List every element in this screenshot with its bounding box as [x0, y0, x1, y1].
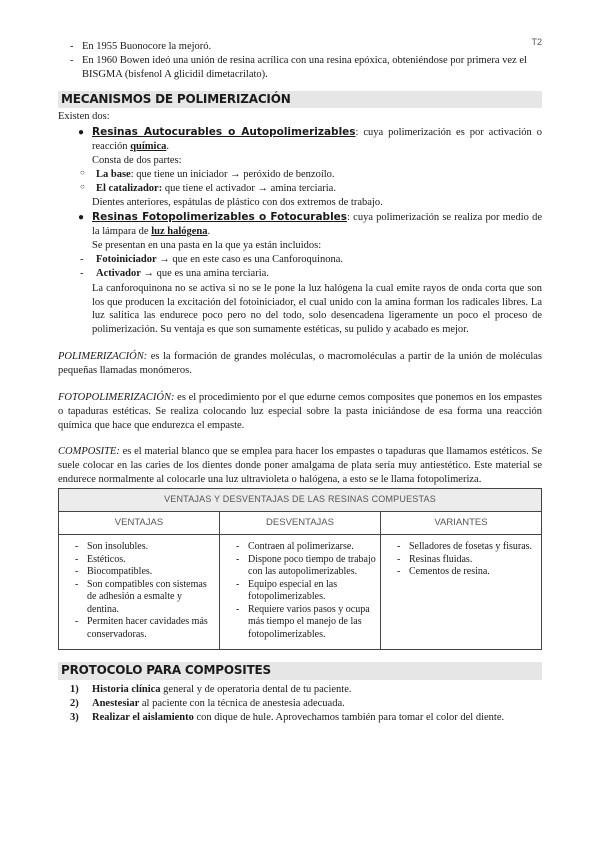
- table-item: - Contraen al polimerizarse.: [224, 541, 376, 554]
- history-item: - En 1955 Buonocore la mejoró.: [58, 40, 542, 54]
- definition-fotopolimerizacion: FOTOPOLIMERIZACIÓN: es el procedimiento por el que edurne cemos composites que ponemos en los empastes o tapaduras estéticas. Se realiza colocando luz especial sobre la pasta iniciándose de esa forma una reacción química que hace que endurezca el empaste.: [58, 391, 542, 431]
- auto-text: : cuya polimerización es por activación o reacción: [92, 127, 542, 153]
- table-caption: VENTAJAS Y DESVENTAJAS DE LAS RESINAS COMPUESTAS: [59, 489, 542, 512]
- foto-present: Se presentan en una pasta en la que ya están incluidos:: [92, 240, 322, 252]
- protocol-step: 3) Realizar el aislamiento con dique de hule. Aprovechamos también para tomar el color del diente.: [70, 711, 505, 723]
- table-item: - Biocompatibles.: [63, 566, 215, 579]
- foto-part: - Activador → que es una amina terciaria.: [58, 267, 542, 281]
- protocol-list: [58, 683, 542, 725]
- foto-paragraph: La canforoquinona no se activa si no se le pone la luz halógena la cual emite rayos de onda corta que son los que producen la excitación del fotoiniciador, el cual unido con la amina forman los radicales libres. La luz salitica las endurece poco pero no del todo, solo desencadena ligeramente un poco el proceso de polimerización. Su ventaja es que son sumamente estéticas, su pulido y acabado es mejor.: [92, 282, 542, 336]
- protocol-step: 2) Anestesiar al paciente con la técnica de anestesia adecuada.: [70, 698, 345, 710]
- foto-text: : cuya polimerización se realiza por medio de la lámpara de: [92, 212, 542, 238]
- foto-emph: luz halógena: [151, 226, 208, 238]
- auto-title: Resinas Autocurables o Autopolimerizables: [92, 126, 356, 139]
- page-number: T2: [531, 37, 542, 47]
- table-item: - Permiten hacer cavidades más conservadoras.: [63, 616, 215, 641]
- desventajas-cell: [220, 535, 381, 650]
- bullet-icon: ●: [78, 127, 85, 139]
- history-list: [58, 40, 542, 82]
- auto-part: ○ La base: que tiene un iniciador → peróxido de benzoílo.: [58, 168, 542, 182]
- auto-block: ● Resinas Autocurables o Autopolimerizables: cuya polimerización es por activación o reacción química. Consta de dos partes:: [78, 126, 542, 166]
- section-title-protocolo: PROTOCOLO PARA COMPOSITES: [58, 662, 542, 680]
- table-item: - Selladores de fosetas y fisuras.: [385, 541, 537, 554]
- definition-composite: COMPOSITE: es el material blanco que se emplea para hacer los empastes o tapaduras que llamamos estéticos. Se suele colocar en las caries de los dientes donde poner amalgama de plata sería muy antiestético. Este material se endurece normalmente al colocarle una luz ultravioleta o halógena, a esto se le llama fotopolimeriza.: [58, 446, 542, 486]
- foto-title: Resinas Fotopolimerizables o Fotocurables: [92, 211, 348, 224]
- table-item: - Dispone poco tiempo de trabajo con las autopolimerizables.: [224, 554, 376, 579]
- table-item: - Son insolubles.: [63, 541, 215, 554]
- auto-consta: Consta de dos partes:: [92, 154, 182, 166]
- table-item: - Requiere varios pasos y ocupa más tiempo el manejo de las fotopolimerizables.: [224, 604, 376, 642]
- bullet-icon: ●: [78, 212, 85, 224]
- document-page: [58, 40, 542, 725]
- auto-note: Dientes anteriores, espátulas de plástico con dos extremos de trabajo.: [92, 196, 383, 208]
- foto-parts: [58, 253, 542, 281]
- table-item: - Equipo especial en las fotopolimerizables.: [224, 579, 376, 604]
- foto-block: ● Resinas Fotopolimerizables o Fotocurables: cuya polimerización se realiza por medio de la lámpara de luz halógena. Se presentan en una pasta en la que ya están incluidos:: [78, 211, 542, 252]
- table-header: VENTAJAS: [59, 511, 220, 535]
- auto-part: ○ El catalizador: que tiene el activador → amina terciaria.: [58, 182, 542, 196]
- foto-part: - Fotoiniciador → que en este caso es una Canforoquinona.: [58, 253, 542, 267]
- table-header: DESVENTAJAS: [220, 511, 381, 535]
- protocol-step: 1) Historia clínica general y de operatoria dental de tu paciente.: [70, 684, 352, 696]
- table-item: - Son compatibles con sistemas de adhesión a esmalte y dentina.: [63, 579, 215, 617]
- comparison-table: [58, 488, 542, 650]
- table-item: - Resinas fluidas.: [385, 554, 537, 567]
- ventajas-cell: [59, 535, 220, 650]
- intro-text: Existen dos:: [58, 111, 110, 123]
- definition-polimerizacion: POLIMERIZACIÓN: es la formación de grandes moléculas, o macromoléculas a partir de la unión de moléculas pequeñas llamadas monómeros.: [58, 351, 542, 377]
- auto-emph: química: [130, 141, 167, 153]
- auto-parts: [58, 168, 542, 196]
- table-item: - Cementos de resina.: [385, 566, 537, 579]
- history-item: - En 1960 Bowen ideó una unión de resina acrílica con una resina epóxica, obteniéndose por primera vez el BISGMA (bisfenol A glicidil dimetacrilato).: [58, 54, 542, 82]
- table-header: VARIANTES: [381, 511, 542, 535]
- variantes-cell: [381, 535, 542, 650]
- section-title-polimerizacion: MECANISMOS DE POLIMERIZACIÓN: [58, 91, 542, 109]
- table-item: - Estéticos.: [63, 554, 215, 567]
